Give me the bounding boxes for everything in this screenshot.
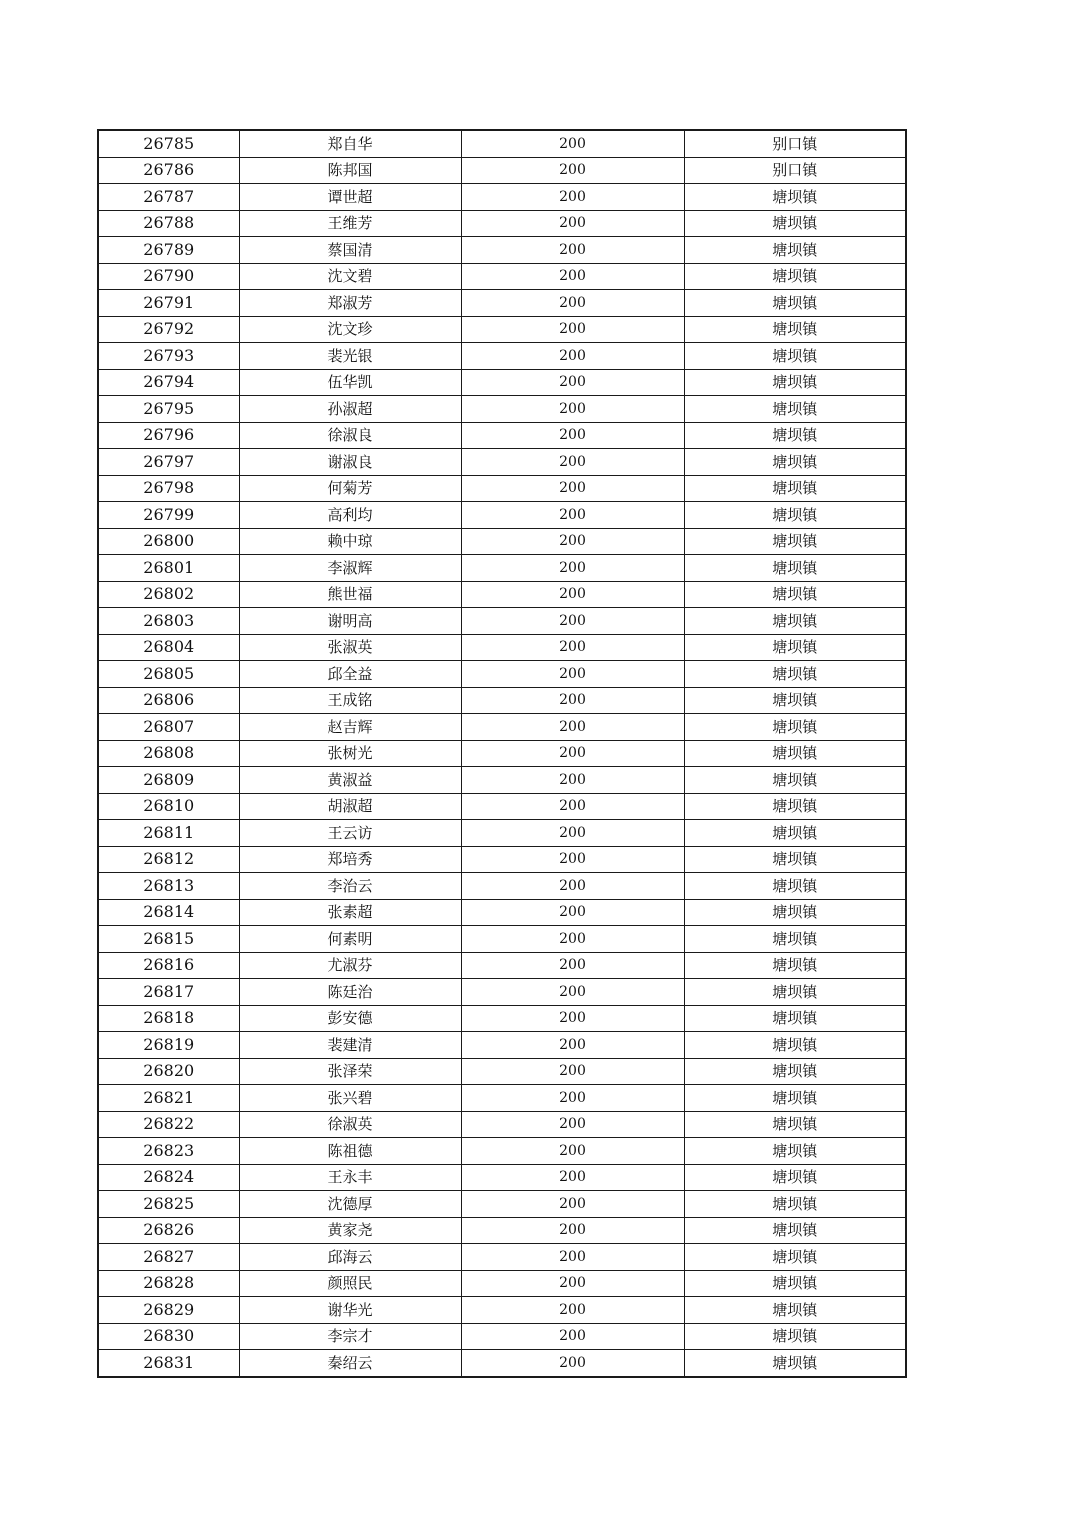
row-town-cell: 塘坝镇 bbox=[684, 528, 906, 555]
row-name-cell: 孙淑超 bbox=[239, 396, 461, 423]
row-name-cell: 李淑辉 bbox=[239, 555, 461, 582]
row-id-cell: 26805 bbox=[98, 661, 239, 688]
row-id-cell: 26822 bbox=[98, 1111, 239, 1138]
row-name-cell: 尤淑芬 bbox=[239, 952, 461, 979]
table-row bbox=[98, 1085, 906, 1112]
row-town-cell: 塘坝镇 bbox=[684, 1244, 906, 1271]
row-name-cell: 颜照民 bbox=[239, 1270, 461, 1297]
row-town-cell: 塘坝镇 bbox=[684, 979, 906, 1006]
table-row bbox=[98, 130, 906, 157]
row-id-cell: 26829 bbox=[98, 1297, 239, 1324]
row-name-cell: 何素明 bbox=[239, 926, 461, 953]
row-id-cell: 26820 bbox=[98, 1058, 239, 1085]
row-amount-cell: 200 bbox=[461, 1191, 684, 1218]
row-town-cell: 塘坝镇 bbox=[684, 1270, 906, 1297]
row-name-cell: 张淑英 bbox=[239, 634, 461, 661]
table-row bbox=[98, 1217, 906, 1244]
row-id-cell: 26818 bbox=[98, 1005, 239, 1032]
row-town-cell: 塘坝镇 bbox=[684, 820, 906, 847]
row-name-cell: 李治云 bbox=[239, 873, 461, 900]
row-name-cell: 熊世福 bbox=[239, 581, 461, 608]
table-row bbox=[98, 1138, 906, 1165]
row-amount-cell: 200 bbox=[461, 1350, 684, 1377]
table-row bbox=[98, 952, 906, 979]
row-town-cell: 塘坝镇 bbox=[684, 952, 906, 979]
row-name-cell: 黄淑益 bbox=[239, 767, 461, 794]
table-row bbox=[98, 1058, 906, 1085]
row-amount-cell: 200 bbox=[461, 581, 684, 608]
row-amount-cell: 200 bbox=[461, 926, 684, 953]
row-id-cell: 26808 bbox=[98, 740, 239, 767]
table-row bbox=[98, 714, 906, 741]
row-id-cell: 26826 bbox=[98, 1217, 239, 1244]
row-name-cell: 陈廷治 bbox=[239, 979, 461, 1006]
row-name-cell: 何菊芳 bbox=[239, 475, 461, 502]
row-id-cell: 26804 bbox=[98, 634, 239, 661]
table-row bbox=[98, 449, 906, 476]
row-name-cell: 秦绍云 bbox=[239, 1350, 461, 1377]
row-amount-cell: 200 bbox=[461, 1270, 684, 1297]
row-town-cell: 塘坝镇 bbox=[684, 793, 906, 820]
row-amount-cell: 200 bbox=[461, 714, 684, 741]
table-row bbox=[98, 157, 906, 184]
table-row bbox=[98, 396, 906, 423]
row-name-cell: 裴建清 bbox=[239, 1032, 461, 1059]
table-row bbox=[98, 263, 906, 290]
table-row bbox=[98, 369, 906, 396]
row-town-cell: 塘坝镇 bbox=[684, 1138, 906, 1165]
table-row bbox=[98, 793, 906, 820]
row-town-cell: 塘坝镇 bbox=[684, 1297, 906, 1324]
table-row bbox=[98, 846, 906, 873]
table-row bbox=[98, 1191, 906, 1218]
row-amount-cell: 200 bbox=[461, 873, 684, 900]
row-name-cell: 郑培秀 bbox=[239, 846, 461, 873]
row-town-cell: 塘坝镇 bbox=[684, 502, 906, 529]
row-town-cell: 塘坝镇 bbox=[684, 396, 906, 423]
row-name-cell: 李宗才 bbox=[239, 1323, 461, 1350]
row-town-cell: 塘坝镇 bbox=[684, 687, 906, 714]
row-name-cell: 王成铭 bbox=[239, 687, 461, 714]
row-amount-cell: 200 bbox=[461, 502, 684, 529]
row-amount-cell: 200 bbox=[461, 1244, 684, 1271]
row-town-cell: 塘坝镇 bbox=[684, 899, 906, 926]
row-town-cell: 别口镇 bbox=[684, 130, 906, 157]
row-town-cell: 塘坝镇 bbox=[684, 1191, 906, 1218]
row-town-cell: 塘坝镇 bbox=[684, 714, 906, 741]
row-name-cell: 裴光银 bbox=[239, 343, 461, 370]
row-amount-cell: 200 bbox=[461, 979, 684, 1006]
row-town-cell: 塘坝镇 bbox=[684, 422, 906, 449]
table-row bbox=[98, 1350, 906, 1377]
row-town-cell: 塘坝镇 bbox=[684, 555, 906, 582]
row-id-cell: 26819 bbox=[98, 1032, 239, 1059]
row-town-cell: 别口镇 bbox=[684, 157, 906, 184]
row-name-cell: 谢华光 bbox=[239, 1297, 461, 1324]
row-town-cell: 塘坝镇 bbox=[684, 740, 906, 767]
table-row bbox=[98, 422, 906, 449]
table-row bbox=[98, 634, 906, 661]
table-row bbox=[98, 1032, 906, 1059]
row-town-cell: 塘坝镇 bbox=[684, 1111, 906, 1138]
row-amount-cell: 200 bbox=[461, 1297, 684, 1324]
row-id-cell: 26799 bbox=[98, 502, 239, 529]
row-name-cell: 高利均 bbox=[239, 502, 461, 529]
row-id-cell: 26802 bbox=[98, 581, 239, 608]
row-amount-cell: 200 bbox=[461, 263, 684, 290]
row-id-cell: 26796 bbox=[98, 422, 239, 449]
row-amount-cell: 200 bbox=[461, 767, 684, 794]
row-id-cell: 26789 bbox=[98, 237, 239, 264]
row-id-cell: 26797 bbox=[98, 449, 239, 476]
row-id-cell: 26811 bbox=[98, 820, 239, 847]
row-id-cell: 26793 bbox=[98, 343, 239, 370]
row-amount-cell: 200 bbox=[461, 475, 684, 502]
row-name-cell: 陈邦国 bbox=[239, 157, 461, 184]
table-row bbox=[98, 528, 906, 555]
row-name-cell: 邱海云 bbox=[239, 1244, 461, 1271]
row-name-cell: 张兴碧 bbox=[239, 1085, 461, 1112]
table-row bbox=[98, 608, 906, 635]
row-amount-cell: 200 bbox=[461, 846, 684, 873]
row-town-cell: 塘坝镇 bbox=[684, 1323, 906, 1350]
row-amount-cell: 200 bbox=[461, 1164, 684, 1191]
table-row bbox=[98, 555, 906, 582]
row-town-cell: 塘坝镇 bbox=[684, 661, 906, 688]
row-town-cell: 塘坝镇 bbox=[684, 184, 906, 211]
table-row bbox=[98, 502, 906, 529]
row-amount-cell: 200 bbox=[461, 661, 684, 688]
row-amount-cell: 200 bbox=[461, 210, 684, 237]
row-id-cell: 26810 bbox=[98, 793, 239, 820]
table-row bbox=[98, 767, 906, 794]
row-town-cell: 塘坝镇 bbox=[684, 1085, 906, 1112]
row-name-cell: 王云访 bbox=[239, 820, 461, 847]
row-amount-cell: 200 bbox=[461, 793, 684, 820]
row-id-cell: 26786 bbox=[98, 157, 239, 184]
row-name-cell: 沈文珍 bbox=[239, 316, 461, 343]
row-id-cell: 26825 bbox=[98, 1191, 239, 1218]
row-amount-cell: 200 bbox=[461, 608, 684, 635]
table-row bbox=[98, 979, 906, 1006]
row-id-cell: 26785 bbox=[98, 130, 239, 157]
row-town-cell: 塘坝镇 bbox=[684, 1005, 906, 1032]
row-town-cell: 塘坝镇 bbox=[684, 369, 906, 396]
row-town-cell: 塘坝镇 bbox=[684, 846, 906, 873]
row-id-cell: 26792 bbox=[98, 316, 239, 343]
row-amount-cell: 200 bbox=[461, 820, 684, 847]
table-row bbox=[98, 687, 906, 714]
table-row bbox=[98, 899, 906, 926]
row-town-cell: 塘坝镇 bbox=[684, 290, 906, 317]
row-town-cell: 塘坝镇 bbox=[684, 475, 906, 502]
row-id-cell: 26830 bbox=[98, 1323, 239, 1350]
table-row bbox=[98, 661, 906, 688]
row-amount-cell: 200 bbox=[461, 899, 684, 926]
row-amount-cell: 200 bbox=[461, 528, 684, 555]
row-name-cell: 张泽荣 bbox=[239, 1058, 461, 1085]
row-id-cell: 26807 bbox=[98, 714, 239, 741]
row-town-cell: 塘坝镇 bbox=[684, 237, 906, 264]
row-town-cell: 塘坝镇 bbox=[684, 608, 906, 635]
row-amount-cell: 200 bbox=[461, 952, 684, 979]
row-name-cell: 彭安德 bbox=[239, 1005, 461, 1032]
row-id-cell: 26794 bbox=[98, 369, 239, 396]
table-row bbox=[98, 316, 906, 343]
row-amount-cell: 200 bbox=[461, 687, 684, 714]
table-row bbox=[98, 820, 906, 847]
row-town-cell: 塘坝镇 bbox=[684, 926, 906, 953]
row-town-cell: 塘坝镇 bbox=[684, 1350, 906, 1377]
row-id-cell: 26816 bbox=[98, 952, 239, 979]
table-row bbox=[98, 581, 906, 608]
row-amount-cell: 200 bbox=[461, 1111, 684, 1138]
table-row bbox=[98, 1323, 906, 1350]
row-amount-cell: 200 bbox=[461, 1032, 684, 1059]
row-id-cell: 26824 bbox=[98, 1164, 239, 1191]
table-row bbox=[98, 1164, 906, 1191]
table-row bbox=[98, 740, 906, 767]
row-id-cell: 26790 bbox=[98, 263, 239, 290]
row-id-cell: 26821 bbox=[98, 1085, 239, 1112]
roster-table-body bbox=[98, 130, 906, 1377]
table-row bbox=[98, 475, 906, 502]
row-id-cell: 26817 bbox=[98, 979, 239, 1006]
row-amount-cell: 200 bbox=[461, 343, 684, 370]
row-name-cell: 徐淑良 bbox=[239, 422, 461, 449]
row-amount-cell: 200 bbox=[461, 1085, 684, 1112]
row-name-cell: 郑自华 bbox=[239, 130, 461, 157]
row-name-cell: 王永丰 bbox=[239, 1164, 461, 1191]
row-town-cell: 塘坝镇 bbox=[684, 1164, 906, 1191]
row-amount-cell: 200 bbox=[461, 422, 684, 449]
row-amount-cell: 200 bbox=[461, 1138, 684, 1165]
table-row bbox=[98, 184, 906, 211]
row-amount-cell: 200 bbox=[461, 1058, 684, 1085]
table-row bbox=[98, 290, 906, 317]
row-id-cell: 26791 bbox=[98, 290, 239, 317]
table-row bbox=[98, 210, 906, 237]
row-amount-cell: 200 bbox=[461, 1005, 684, 1032]
row-amount-cell: 200 bbox=[461, 369, 684, 396]
row-name-cell: 郑淑芳 bbox=[239, 290, 461, 317]
row-name-cell: 张素超 bbox=[239, 899, 461, 926]
row-id-cell: 26795 bbox=[98, 396, 239, 423]
row-amount-cell: 200 bbox=[461, 184, 684, 211]
row-name-cell: 伍华凯 bbox=[239, 369, 461, 396]
row-amount-cell: 200 bbox=[461, 555, 684, 582]
row-id-cell: 26823 bbox=[98, 1138, 239, 1165]
row-town-cell: 塘坝镇 bbox=[684, 316, 906, 343]
row-id-cell: 26831 bbox=[98, 1350, 239, 1377]
table-row bbox=[98, 1111, 906, 1138]
row-name-cell: 邱全益 bbox=[239, 661, 461, 688]
row-id-cell: 26827 bbox=[98, 1244, 239, 1271]
row-id-cell: 26800 bbox=[98, 528, 239, 555]
row-amount-cell: 200 bbox=[461, 449, 684, 476]
row-amount-cell: 200 bbox=[461, 1323, 684, 1350]
row-name-cell: 赖中琼 bbox=[239, 528, 461, 555]
row-name-cell: 沈德厚 bbox=[239, 1191, 461, 1218]
row-town-cell: 塘坝镇 bbox=[684, 1058, 906, 1085]
row-amount-cell: 200 bbox=[461, 290, 684, 317]
table-row bbox=[98, 926, 906, 953]
row-name-cell: 蔡国清 bbox=[239, 237, 461, 264]
row-amount-cell: 200 bbox=[461, 316, 684, 343]
roster-table bbox=[97, 129, 907, 1378]
row-town-cell: 塘坝镇 bbox=[684, 767, 906, 794]
row-name-cell: 谢淑良 bbox=[239, 449, 461, 476]
row-name-cell: 谭世超 bbox=[239, 184, 461, 211]
row-id-cell: 26814 bbox=[98, 899, 239, 926]
row-amount-cell: 200 bbox=[461, 237, 684, 264]
row-id-cell: 26815 bbox=[98, 926, 239, 953]
row-amount-cell: 200 bbox=[461, 740, 684, 767]
table-row bbox=[98, 1270, 906, 1297]
table-row bbox=[98, 873, 906, 900]
row-name-cell: 张树光 bbox=[239, 740, 461, 767]
row-id-cell: 26803 bbox=[98, 608, 239, 635]
row-town-cell: 塘坝镇 bbox=[684, 1032, 906, 1059]
row-name-cell: 黄家尧 bbox=[239, 1217, 461, 1244]
row-name-cell: 沈文碧 bbox=[239, 263, 461, 290]
row-town-cell: 塘坝镇 bbox=[684, 343, 906, 370]
row-amount-cell: 200 bbox=[461, 634, 684, 661]
row-id-cell: 26809 bbox=[98, 767, 239, 794]
row-id-cell: 26828 bbox=[98, 1270, 239, 1297]
row-town-cell: 塘坝镇 bbox=[684, 634, 906, 661]
row-id-cell: 26787 bbox=[98, 184, 239, 211]
row-id-cell: 26798 bbox=[98, 475, 239, 502]
row-id-cell: 26813 bbox=[98, 873, 239, 900]
row-name-cell: 徐淑英 bbox=[239, 1111, 461, 1138]
row-town-cell: 塘坝镇 bbox=[684, 449, 906, 476]
row-amount-cell: 200 bbox=[461, 1217, 684, 1244]
table-row bbox=[98, 1244, 906, 1271]
table-row bbox=[98, 1005, 906, 1032]
row-name-cell: 谢明高 bbox=[239, 608, 461, 635]
row-id-cell: 26801 bbox=[98, 555, 239, 582]
row-town-cell: 塘坝镇 bbox=[684, 263, 906, 290]
table-row bbox=[98, 343, 906, 370]
row-id-cell: 26812 bbox=[98, 846, 239, 873]
row-id-cell: 26806 bbox=[98, 687, 239, 714]
row-name-cell: 陈祖德 bbox=[239, 1138, 461, 1165]
row-town-cell: 塘坝镇 bbox=[684, 210, 906, 237]
row-amount-cell: 200 bbox=[461, 157, 684, 184]
row-name-cell: 胡淑超 bbox=[239, 793, 461, 820]
row-town-cell: 塘坝镇 bbox=[684, 581, 906, 608]
row-id-cell: 26788 bbox=[98, 210, 239, 237]
row-town-cell: 塘坝镇 bbox=[684, 1217, 906, 1244]
row-name-cell: 王维芳 bbox=[239, 210, 461, 237]
row-town-cell: 塘坝镇 bbox=[684, 873, 906, 900]
table-row bbox=[98, 237, 906, 264]
table-row bbox=[98, 1297, 906, 1324]
row-amount-cell: 200 bbox=[461, 130, 684, 157]
row-name-cell: 赵吉辉 bbox=[239, 714, 461, 741]
row-amount-cell: 200 bbox=[461, 396, 684, 423]
